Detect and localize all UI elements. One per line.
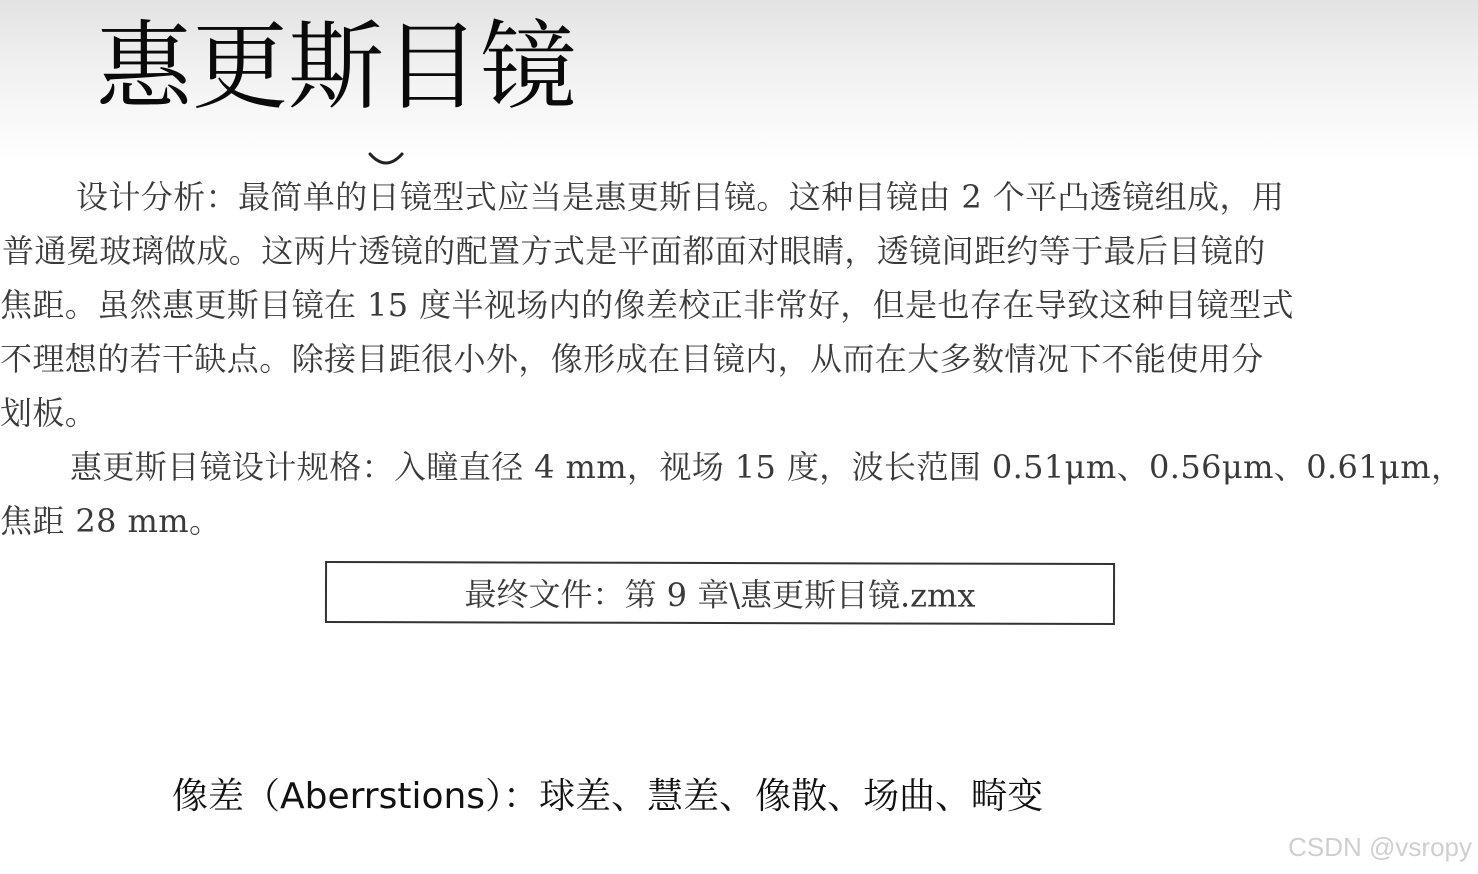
- paragraph-line: 惠更斯目镜设计规格：入瞳直径 4 mm，视场 15 度，波长范围 0.51μm、0.56μm、0.61μm，: [70, 448, 1464, 486]
- arc-mark-icon: [366, 150, 406, 170]
- final-file-box: 最终文件：第 9 章\惠更斯目镜.zmx: [325, 561, 1115, 625]
- paragraph-line: 划板。: [0, 394, 98, 432]
- paragraph-line: 设计分析：最简单的日镜型式应当是惠更斯目镜。这种目镜由 2 个平凸透镜组成，用: [76, 178, 1285, 216]
- paragraph-line: 焦距 28 mm。: [0, 502, 222, 540]
- slide-title: 惠更斯目镜: [96, 11, 576, 123]
- paragraph-line: 焦距。虽然惠更斯目镜在 15 度半视场内的像差校正非常好，但是也存在导致这种目镜型式: [0, 286, 1294, 324]
- paragraph-line: 不理想的若干缺点。除接目距很小外，像形成在目镜内，从而在大多数情况下不能使用分: [0, 340, 1264, 378]
- aberrations-caption: 像差（Aberrstions）：球差、慧差、像散、场曲、畸变: [172, 776, 1044, 817]
- scanned-page-excerpt: [0, 150, 1478, 670]
- watermark: CSDN @vsropy: [1288, 832, 1472, 862]
- paragraph-line: 普通冕玻璃做成。这两片透镜的配置方式是平面都面对眼睛，透镜间距约等于最后目镜的: [2, 232, 1266, 270]
